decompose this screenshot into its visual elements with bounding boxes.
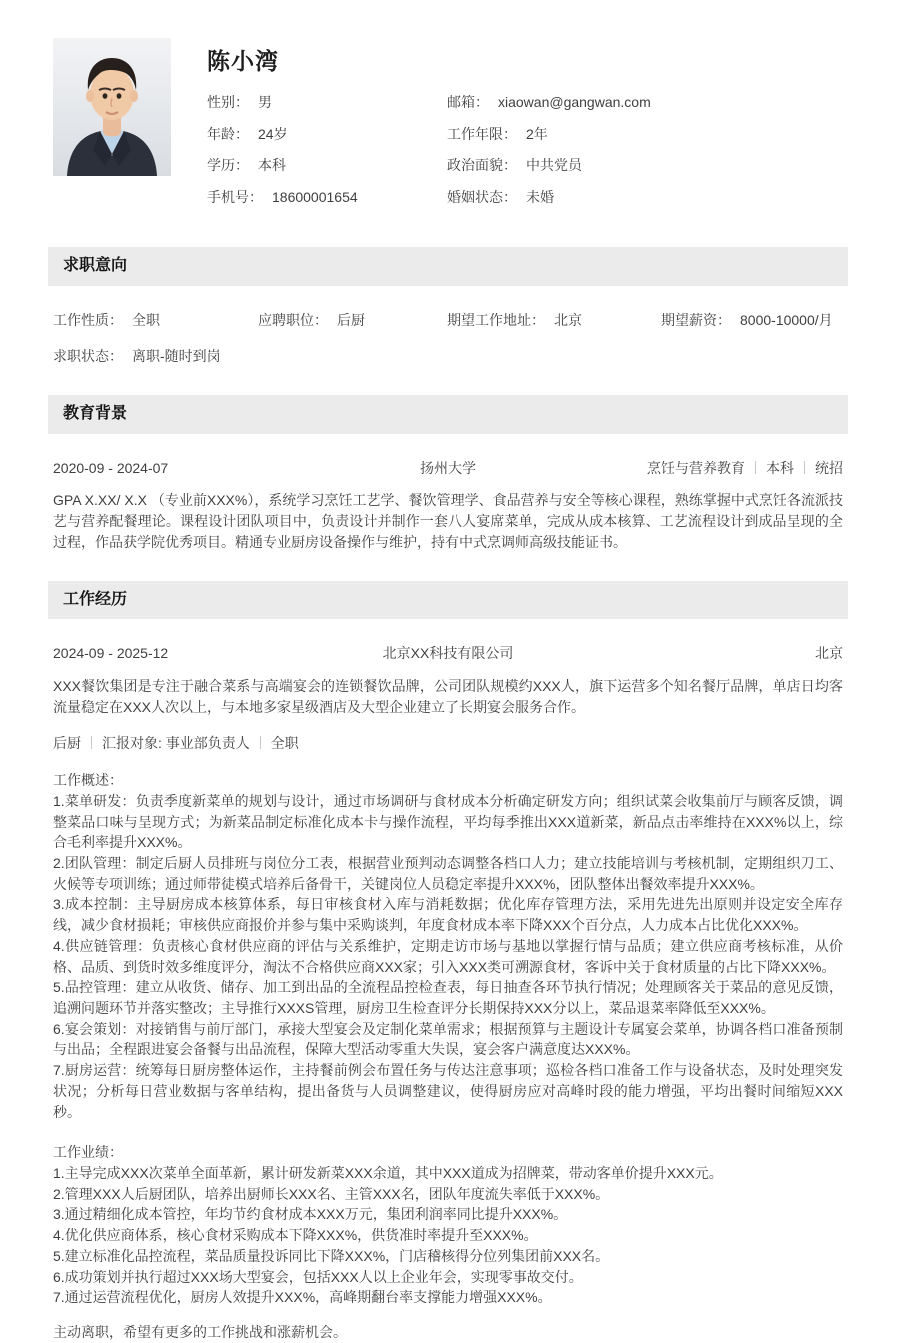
- work-summary-item: 2.团队管理：制定后厨人员排班与岗位分工表，根据营业预判动态调整各档口人力；建立技能培训与考核机制，定期组织刀工、火候等专项训练；通过师带徒模式培养后备骨干，关键岗位人员稳定率提升XXX%，团队整体出餐效率提升XXX%。: [53, 854, 843, 892]
- basic-info-fields: [207, 92, 848, 219]
- work-achievements-title: 工作业绩：: [53, 1144, 123, 1161]
- separator-bar: [755, 461, 756, 474]
- work-achievement-item: 1.主导完成XXX次菜单全面革新，累计研发新菜XXX余道，其中XXX道成为招牌菜，带动客单价提升XXX元。: [53, 1165, 723, 1182]
- section-education-title: 教育背景: [63, 405, 128, 423]
- education-school: 扬州大学: [420, 459, 476, 476]
- intent-location: [447, 310, 661, 331]
- intent-location-value: 北京: [554, 311, 582, 328]
- education-row: [53, 458, 843, 479]
- work-summary-item: 6.宴会策划：对接销售与前厅部门，承接大型宴会及定制化菜单需求；根据预算与主题设计专属宴会菜单，协调各档口准备预制与出品；全程跟进宴会备餐与出品流程，保障大型活动零重大失误，宴会客户满意度达XXX%。: [53, 1020, 843, 1058]
- profile-photo-illustration: [53, 38, 171, 176]
- work-summary-item: 1.菜单研发：负责季度新菜单的规划与设计，通过市场调研与食材成本分析确定研发方向；组织试菜会收集前厅与顾客反馈，调整菜品口味与呈现方式；为新菜品制定标准化成本卡与操作流程，平均每季推出XXX道新菜，新品点击率维持在XXX%以上，综合毛利率提升XXX%。: [53, 792, 843, 851]
- intent-status-label: 求职状态：: [53, 348, 123, 365]
- job-intent-body: [53, 310, 843, 367]
- field-marital-status-label: 婚姻状态：: [447, 189, 517, 206]
- intent-status: [53, 346, 843, 367]
- separator-bar: [260, 736, 261, 749]
- field-gender-label: 性别：: [207, 94, 249, 111]
- field-gender-value: 男: [258, 94, 272, 111]
- education-major: 烹饪与营养教育: [647, 459, 745, 476]
- education-description: GPA X.XX/ X.X （专业前XXX%），系统学习烹饪工艺学、餐饮管理学、食品营养与安全等核心课程，熟练掌握中式烹饪各流派技艺与营养配餐理论。课程设计团队项目中，负责设计并制作一套八人宴席菜单，完成从成本核算、工艺流程设计到成品呈现的全过程，作品获学院优秀项目。精通专业厨房设备操作与维护，持有中式烹调师高级技能证书。: [53, 492, 843, 550]
- resume-header: [53, 38, 848, 219]
- field-email: [447, 92, 651, 113]
- field-gender: [207, 92, 447, 113]
- field-phone: [207, 187, 447, 208]
- company-intro: XXX餐饮集团是专注于融合菜系与高端宴会的连锁餐饮品牌，公司团队规模约XXX人，旗下运营多个知名餐厅品牌，单店日均客流量稳定在XXX人次以上，与本地多家星级酒店及大型企业建立了长期宴会服务合作。: [53, 677, 843, 715]
- intent-status-value: 离职-随时到岗: [132, 348, 221, 365]
- field-email-value: xiaowan@gangwan.com: [498, 94, 651, 111]
- field-age-label: 年龄：: [207, 125, 249, 142]
- leave-reason: 主动离职，希望有更多的工作挑战和涨薪机会。: [53, 1324, 347, 1341]
- intent-salary-label: 期望薪资：: [661, 311, 731, 328]
- intent-salary-value: 8000-10000/月: [740, 311, 833, 328]
- intent-work-type-value: 全职: [132, 311, 160, 328]
- field-education: [207, 155, 447, 176]
- section-work-title: 工作经历: [63, 590, 128, 608]
- intent-location-label: 期望工作地址：: [447, 311, 545, 328]
- work-job-type: 全职: [270, 735, 299, 752]
- work-summary-item: 7.厨房运营：统筹每日厨房整体运作，主持餐前例会布置任务与传达注意事项；巡检各档口准备工作与设备状态，及时处理突发状况；分析每日营业数据与客单结构，提出备货与人员调整建议，使得厨房应对高峰时段的能力增强，平均出餐时间缩短XXX秒。: [53, 1062, 843, 1120]
- section-job-intent: [48, 247, 848, 367]
- work-achievement-item: 4.优化供应商体系，核心食材采购成本下降XXX%，供货准时率提升至XXX%。: [53, 1227, 538, 1244]
- candidate-name: 陈小湾: [207, 48, 279, 74]
- work-summary-title: 工作概述：: [53, 772, 123, 789]
- field-phone-value: 18600001654: [272, 189, 358, 206]
- intent-position-label: 应聘职位：: [258, 311, 328, 328]
- field-political-status-label: 政治面貌：: [447, 157, 517, 174]
- job-intent-row1: [53, 310, 843, 331]
- education-period: 2020-09 - 2024-07: [53, 459, 169, 476]
- work-row: [53, 643, 843, 664]
- work-position: 后厨: [53, 735, 81, 752]
- field-marital-status-value: 未婚: [526, 189, 554, 206]
- education-meta: [476, 458, 843, 479]
- section-education-bar: [48, 395, 848, 434]
- field-age: [207, 124, 447, 145]
- work-achievement-item: 3.通过精细化成本管控，年均节约食材成本XXX万元，集团利润率同比提升XXX%。: [53, 1206, 568, 1223]
- field-political-status-value: 中共党员: [526, 157, 582, 174]
- work-body: [53, 643, 843, 1343]
- work-company: 北京XX科技有限公司: [382, 645, 514, 662]
- intent-work-type-label: 工作性质：: [53, 311, 123, 328]
- section-work: [48, 581, 848, 1343]
- field-email-label: 邮箱：: [447, 94, 489, 111]
- work-city: 北京: [815, 645, 843, 662]
- intent-work-type: [53, 310, 258, 331]
- header-info: [207, 38, 848, 219]
- work-summary-item: 5.品控管理：建立从收货、储存、加工到出品的全流程品控检查表，每日抽查各环节执行情况；处理顾客关于菜品的意见反馈，追溯问题环节并落实整改；主导推行XXXS管理，厨房卫生检查评分长期保持XXX分以上，菜品退菜率降低至XXX%。: [53, 979, 843, 1017]
- intent-salary: [661, 310, 843, 331]
- section-job-intent-bar: [48, 247, 848, 286]
- work-achievement-item: 7.通过运营流程优化，厨房人效提升XXX%，高峰期翻台率支撑能力增强XXX%。: [53, 1289, 552, 1306]
- education-enroll-type: 统招: [815, 459, 843, 476]
- field-phone-label: 手机号：: [207, 189, 263, 206]
- work-summary-block: [53, 770, 843, 1122]
- field-political-status: [447, 155, 651, 176]
- section-job-intent-title: 求职意向: [63, 256, 128, 274]
- intent-position: [258, 310, 447, 331]
- intent-position-value: 后厨: [337, 311, 365, 328]
- field-marital-status: [447, 187, 651, 208]
- separator-bar: [804, 461, 805, 474]
- basic-info-right-column: [447, 92, 651, 219]
- separator-bar: [91, 736, 92, 749]
- field-age-value: 24岁: [258, 125, 288, 142]
- work-summary-item: 4.供应链管理：负责核心食材供应商的评估与关系维护，定期走访市场与基地以掌握行情与品质；建立供应商考核标准，从价格、品质、到货时效多维度评分，淘汰不合格供应商XXX家；引入XXX类可溯源食材，客诉中关于食材质量的占比下降XXX%。: [53, 937, 843, 975]
- section-education: [48, 395, 848, 553]
- basic-info-left-column: [207, 92, 447, 219]
- profile-photo: [53, 38, 171, 176]
- education-body: [53, 458, 843, 553]
- work-achievement-item: 2.管理XXX人后厨团队，培养出厨师长XXX名、主管XXX名，团队年度流失率低于XXX%。: [53, 1185, 610, 1202]
- field-work-years: [447, 124, 651, 145]
- work-achievements-block: [53, 1142, 843, 1308]
- field-education-label: 学历：: [207, 157, 249, 174]
- work-achievement-item: 6.成功策划并执行超过XXX场大型宴会，包括XXX人以上企业年会，实现零事故交付。: [53, 1268, 583, 1285]
- field-education-value: 本科: [258, 157, 286, 174]
- work-period: 2024-09 - 2025-12: [53, 645, 169, 662]
- field-work-years-label: 工作年限：: [447, 125, 517, 142]
- position-line: [53, 733, 843, 754]
- work-summary-item: 3.成本控制：主导厨房成本核算体系，每日审核食材入库与消耗数据；优化库存管理方法，采用先进先出原则并设定安全库存线，减少食材损耗；审核供应商报价并参与集中采购谈判，年度食材成本率下降XXX个百分点，人力成本占比优化XXX%。: [53, 896, 843, 934]
- field-work-years-value: 2年: [526, 125, 548, 142]
- education-degree: 本科: [766, 459, 794, 476]
- work-report-to: 汇报对象: 事业部负责人: [102, 735, 250, 752]
- work-achievement-item: 5.建立标准化品控流程，菜品质量投诉同比下降XXX%，门店稽核得分位列集团前XXX名。: [53, 1247, 610, 1264]
- section-work-bar: [48, 581, 848, 620]
